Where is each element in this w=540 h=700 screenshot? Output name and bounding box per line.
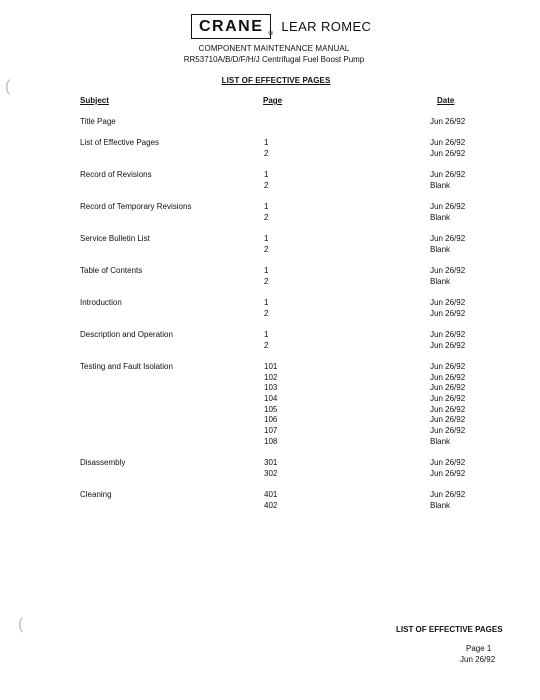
entry-page-number: 1 [264,266,269,275]
entry-subject: Introduction [80,298,122,307]
entry-date: Jun 26/92 [430,117,466,126]
entry-dates [430,362,465,448]
entry-subject: Record of Temporary Revisions [80,202,192,211]
entry-date: Jun 26/92 [430,298,466,307]
entry-page-number: 106 [264,415,278,425]
entry-subject: List of Effective Pages [80,138,160,147]
entry-dates [430,117,465,128]
entry-subject: Disassembly [80,458,126,467]
entry-date: Jun 26/92 [430,394,466,404]
entry-subject: Cleaning [80,490,112,499]
crane-logo-box [191,14,275,39]
entry-date: Jun 26/92 [430,490,466,499]
column-header-subject: Subject [80,96,109,105]
entry-dates [430,458,465,479]
entry-date: Jun 26/92 [430,404,466,414]
crane-logo-text: CRANE [199,18,264,35]
entry-page-number: 401 [264,490,278,499]
entry-page-number: 107 [264,426,278,436]
entry-subject: Service Bulletin List [80,234,150,243]
entry-date: Blank [430,500,451,510]
entry-pages [264,490,277,511]
entry-dates [430,170,465,191]
footer-section: LIST OF EFFECTIVE PAGES [396,625,503,634]
margin-mark-icon: ( [5,78,11,95]
entry-subject: Title Page [80,117,116,126]
margin-mark-icon: ( [18,616,24,633]
entry-date: Blank [430,276,451,286]
entry-subject: Testing and Fault Isolation [80,362,173,371]
footer-page: Page 1 [466,644,492,653]
entry-page-number: 103 [264,383,278,393]
entry-page-number: 302 [264,468,278,478]
entry-page-number: 2 [264,148,269,158]
entry-page-number: 108 [264,436,278,446]
manual-title: COMPONENT MAINTENANCE MANUAL [198,44,350,53]
entry-pages [264,362,277,448]
entry-page-number: 2 [264,212,269,222]
entry-date: Jun 26/92 [430,138,466,147]
entry-page-number: 1 [264,138,269,147]
entry-date: Jun 26/92 [430,372,466,382]
entry-pages [264,458,277,479]
entry-page-number: 105 [264,404,278,414]
entry-pages [264,298,268,319]
entry-dates [430,298,465,319]
entry-subject: Description and Operation [80,330,173,339]
entry-dates [430,330,465,351]
entry-date: Jun 26/92 [430,458,466,467]
entry-subject: Record of Revisions [80,170,152,179]
entry-pages [264,202,268,223]
entry-page-number: 104 [264,394,278,404]
entry-pages [264,138,268,159]
footer-date: Jun 26/92 [460,655,496,664]
entry-date: Jun 26/92 [430,170,466,179]
model-line: RR53710A/B/D/F/H/J Centrifugal Fuel Boost Pump [183,55,365,64]
entry-date: Jun 26/92 [430,362,466,371]
entry-page-number: 2 [264,340,269,350]
entry-date: Jun 26/92 [430,202,466,211]
entry-page-number: 2 [264,308,269,318]
entry-dates [430,490,465,511]
entry-page-number: 1 [264,330,269,339]
entry-pages [264,266,268,287]
entry-page-number: 102 [264,372,278,382]
entry-subject: Table of Contents [80,266,143,275]
entry-date: Jun 26/92 [430,148,466,158]
entry-page-number: 1 [264,234,269,243]
entry-dates [430,234,465,255]
entry-dates [430,202,465,223]
entry-date: Blank [430,244,451,254]
column-header-date: Date [437,96,455,105]
entry-page-number: 1 [264,298,269,307]
entry-page-number: 402 [264,500,278,510]
entry-page-number: 1 [264,202,269,211]
entry-pages [264,170,268,191]
entry-page-number: 1 [264,170,269,179]
entry-date: Jun 26/92 [430,468,466,478]
entry-dates [430,266,465,287]
logo [191,14,371,39]
entry-page-number: 2 [264,180,269,190]
entry-page-number: 301 [264,458,278,467]
section-title: LIST OF EFFECTIVE PAGES [221,76,331,85]
column-header-page: Page [263,96,283,105]
entry-date: Jun 26/92 [430,340,466,350]
entry-page-number: 101 [264,362,278,371]
entry-page-number: 2 [264,244,269,254]
entry-dates [430,138,465,159]
brand-name: LEAR ROMEC [281,19,372,34]
entry-date: Blank [430,180,451,190]
entry-date: Jun 26/92 [430,234,466,243]
entry-date: Jun 26/92 [430,308,466,318]
entry-date: Jun 26/92 [430,415,466,425]
entry-date: Jun 26/92 [430,266,466,275]
registered-mark: ® [268,31,275,37]
entry-date: Jun 26/92 [430,383,466,393]
entry-page-number: 2 [264,276,269,286]
entry-pages [264,330,268,351]
entry-date: Jun 26/92 [430,426,466,436]
entry-date: Blank [430,212,451,222]
entry-date: Jun 26/92 [430,330,466,339]
entry-pages [264,234,268,255]
entry-date: Blank [430,436,451,446]
